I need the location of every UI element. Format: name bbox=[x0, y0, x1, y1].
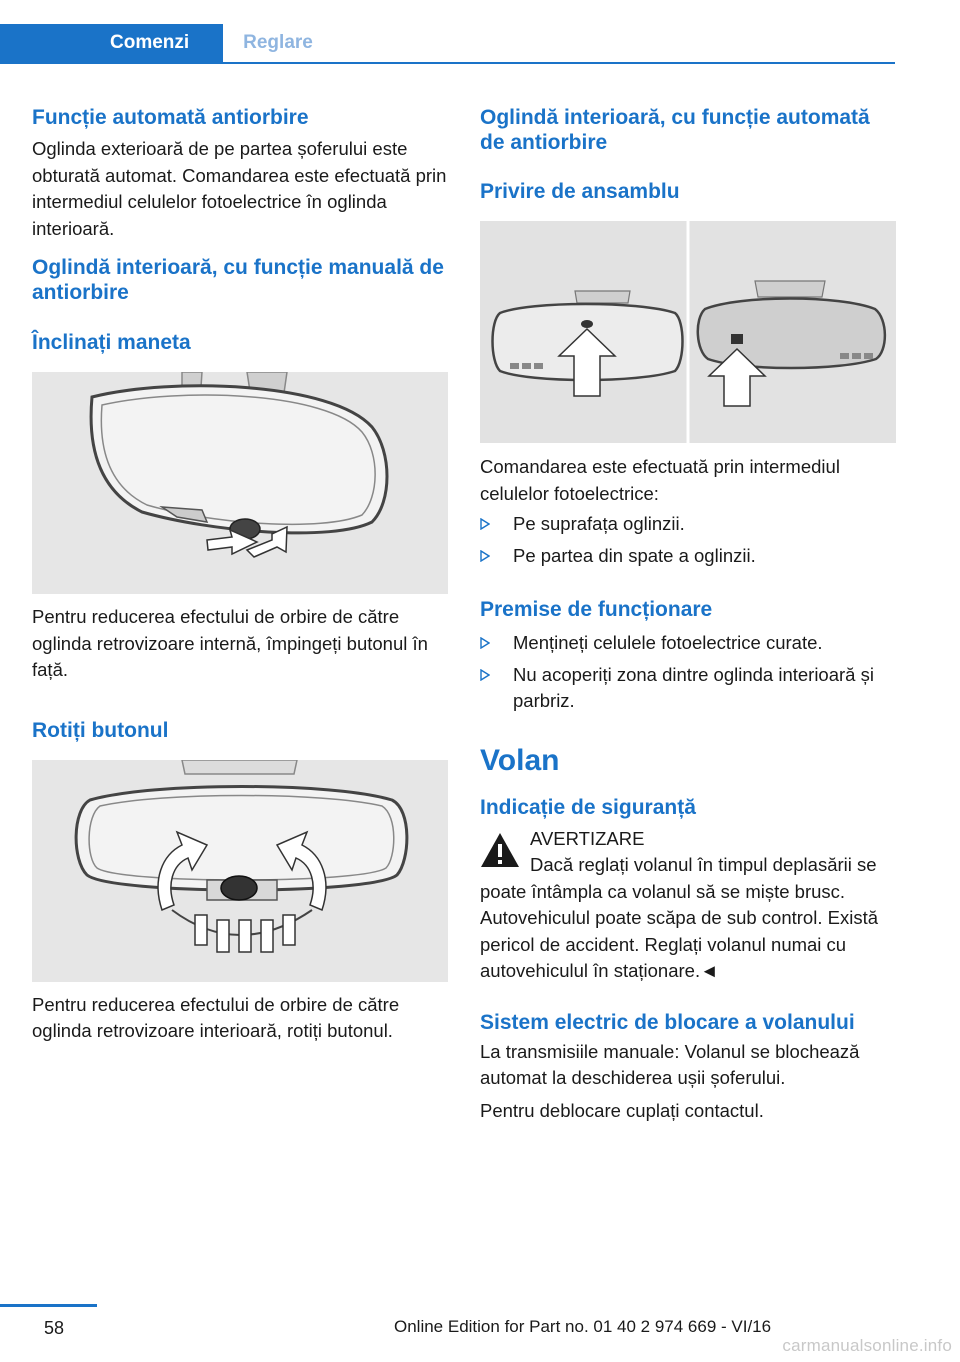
tab-comenzi[interactable]: Comenzi bbox=[0, 24, 223, 62]
list-item-text: Pe suprafața oglinzii. bbox=[513, 513, 685, 534]
warning-text: Dacă reglați volanul în timpul deplasării se poate întâmpla ca volanul să se miște brusc. Autovehiculul poate scăpa de sub control. Există pericol de accident. Reglați volanul numai cu autovehiculul în staționare.◄ bbox=[480, 854, 878, 981]
mirror-knob-illustration bbox=[32, 760, 448, 982]
heading-safety-note: Indicație de siguranță bbox=[480, 795, 696, 819]
right-column bbox=[480, 100, 896, 1124]
heading-overview: Privire de ansamblu bbox=[480, 180, 680, 203]
heading-tilt-lever: Înclinați maneta bbox=[32, 331, 191, 354]
paragraph-rotate-knob: Pentru reducerea efectului de orbire de către oglinda retrovizoare interioară, rotiți butonul. bbox=[32, 993, 400, 1041]
warning-icon bbox=[480, 832, 520, 868]
tab-reglare[interactable]: Reglare bbox=[243, 32, 313, 53]
overview-list bbox=[480, 511, 896, 569]
list-item bbox=[480, 543, 896, 570]
heading-prerequisites: Premise de funcționare bbox=[480, 598, 713, 621]
paragraph-overview: Comandarea este efectuată prin intermediul celulelor fotoelectrice: bbox=[480, 456, 840, 504]
footer-rule bbox=[0, 1304, 97, 1307]
warning-title: AVERTIZARE bbox=[530, 827, 645, 849]
heading-steering-lock: Sistem electric de blocare a volanului bbox=[480, 1010, 855, 1034]
list-item bbox=[480, 662, 896, 715]
triangle-bullet-icon bbox=[480, 518, 490, 530]
footer-edition: Online Edition for Part no. 01 40 2 974 669 - VI/16 bbox=[394, 1317, 772, 1336]
figure-photocells bbox=[480, 221, 896, 443]
heading-rotate-knob: Rotiți butonul bbox=[32, 718, 169, 742]
list-item-text: Mențineți celulele fotoelectrice curate. bbox=[513, 632, 823, 653]
triangle-bullet-icon bbox=[480, 669, 490, 681]
paragraph-steering-lock-1: La transmisiile manuale: Volanul se blochează automat la deschiderea ușii șoferului. bbox=[480, 1040, 860, 1088]
list-item-text: Nu acoperiți zona dintre oglinda interioară și parbriz. bbox=[513, 663, 874, 711]
prerequisites-list bbox=[480, 630, 896, 715]
photocell-illustration bbox=[480, 221, 896, 443]
left-column bbox=[32, 100, 448, 1045]
paragraph-automatic-antiglare: Oglinda exterioară de pe partea șoferului este obturată automat. Comandarea este efectuată prin intermediul celulelor fotoelectrice în oglinda interioară. bbox=[32, 138, 447, 239]
heading-automatic-mirror: Oglindă interioară, cu funcție automată de antiorbire bbox=[480, 106, 870, 154]
paragraph-tilt-lever: Pentru reducerea efectului de orbire de către oglinda retrovizoare internă, împingeți butonul în față. bbox=[32, 606, 428, 680]
heading-manual-mirror: Oglindă interioară, cu funcție manuală de antiorbire bbox=[32, 256, 444, 304]
page-number: 58 bbox=[44, 1318, 65, 1338]
figure-tilt-lever bbox=[32, 372, 448, 594]
figure-rotate-knob bbox=[32, 760, 448, 982]
tab-bar bbox=[0, 24, 895, 64]
triangle-bullet-icon bbox=[480, 637, 490, 649]
heading-steering-wheel: Volan bbox=[480, 743, 560, 777]
list-item-text: Pe partea din spate a oglinzii. bbox=[513, 544, 756, 566]
paragraph-steering-lock-2: Pentru deblocare cuplați contactul. bbox=[480, 1099, 764, 1121]
list-item bbox=[480, 511, 896, 538]
triangle-bullet-icon bbox=[480, 550, 490, 562]
warning-block bbox=[480, 826, 896, 985]
watermark: carmanualsonline.info bbox=[782, 1336, 952, 1355]
heading-automatic-antiglare: Funcție automată antiorbire bbox=[32, 106, 309, 129]
mirror-lever-illustration bbox=[32, 372, 448, 594]
list-item bbox=[480, 630, 896, 657]
